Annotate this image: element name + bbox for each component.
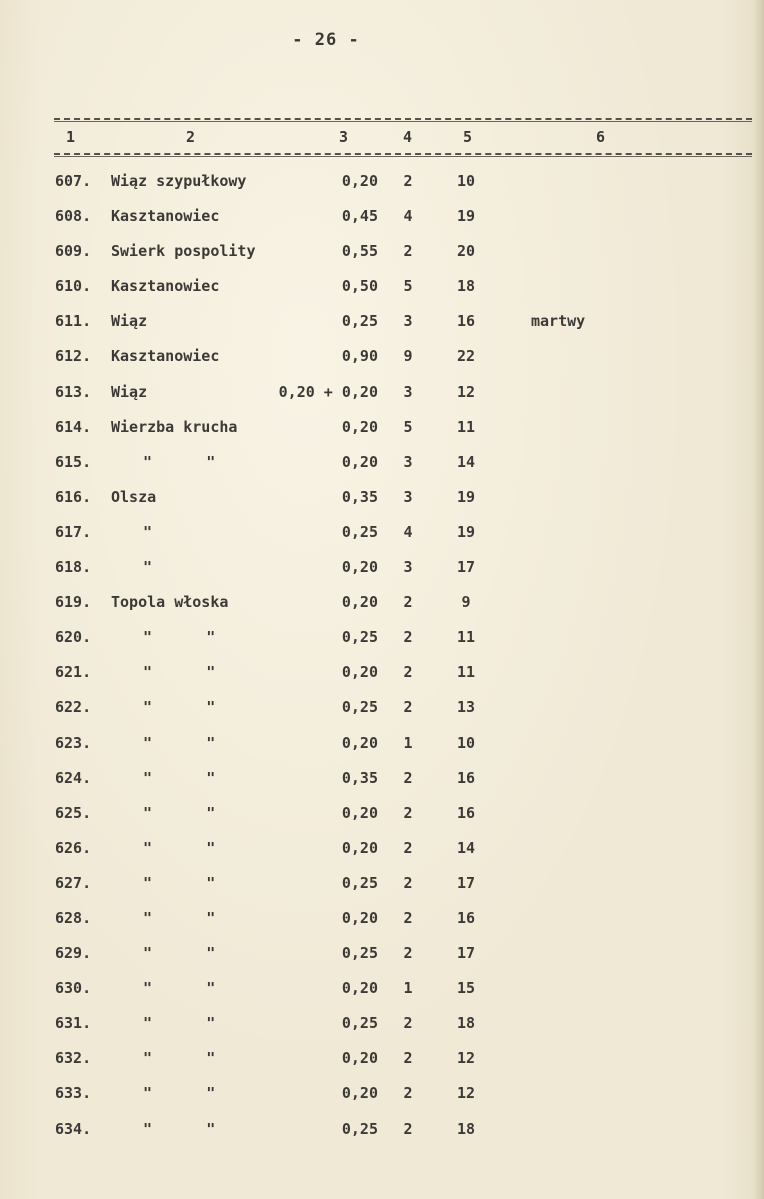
column-4-value: 2 — [403, 873, 413, 892]
ditto-marks: " " — [143, 803, 216, 822]
trunk-diameter: 0,25 — [341, 873, 378, 892]
column-4-value: 3 — [403, 558, 413, 577]
column-4-value: 2 — [403, 1014, 413, 1033]
trunk-diameter: 0,55 — [341, 242, 378, 261]
trunk-diameter: 0,45 — [341, 207, 378, 226]
row-number: 633. — [55, 1084, 92, 1103]
row-number: 631. — [55, 1014, 92, 1033]
ditto-marks: " " — [143, 452, 216, 471]
table-row — [0, 661, 764, 696]
row-number: 615. — [55, 452, 92, 471]
column-5-value: 17 — [456, 944, 476, 963]
table-top-rule — [54, 118, 752, 120]
row-number: 627. — [55, 873, 92, 892]
table-row — [0, 1047, 764, 1082]
table-row — [0, 767, 764, 802]
remark: martwy — [531, 312, 586, 331]
trunk-diameter: 0,25 — [341, 628, 378, 647]
column-5-value: 16 — [456, 312, 476, 331]
row-number: 607. — [55, 172, 92, 190]
column-4-value: 1 — [403, 733, 413, 752]
column-4-value: 3 — [403, 487, 413, 506]
table-row — [0, 591, 764, 626]
column-header-6: 6 — [596, 128, 606, 146]
column-5-value: 19 — [456, 207, 476, 226]
table-row — [0, 556, 764, 591]
ditto-marks: " " — [143, 873, 216, 892]
column-4-value: 2 — [403, 1119, 413, 1138]
species-name: Olsza — [111, 487, 157, 506]
trunk-diameter: 0,25 — [341, 1119, 378, 1138]
ditto-marks: " " — [143, 979, 216, 998]
trunk-diameter: 0,20 — [341, 1049, 378, 1068]
column-5-value: 9 — [461, 593, 471, 612]
ditto-marks: " " — [143, 628, 216, 647]
column-5-value: 17 — [456, 558, 476, 577]
column-5-value: 19 — [456, 522, 476, 541]
trunk-diameter: 0,35 — [341, 768, 378, 787]
trunk-diameter: 0,20 — [341, 1084, 378, 1103]
table-row — [0, 381, 764, 416]
column-4-value: 2 — [403, 628, 413, 647]
trunk-diameter: 0,35 — [341, 487, 378, 506]
row-number: 634. — [55, 1119, 92, 1138]
trunk-diameter: 0,25 — [341, 698, 378, 717]
row-number: 623. — [55, 733, 92, 752]
column-header-1: 1 — [66, 128, 76, 146]
column-5-value: 12 — [456, 1084, 476, 1103]
column-5-value: 11 — [456, 628, 476, 647]
column-5-value: 10 — [456, 172, 476, 190]
column-4-value: 2 — [403, 768, 413, 787]
column-4-value: 1 — [403, 979, 413, 998]
row-number: 613. — [55, 382, 92, 401]
species-name: Wiąz — [111, 382, 148, 401]
column-4-value: 2 — [403, 1049, 413, 1068]
column-4-value: 2 — [403, 663, 413, 682]
row-number: 611. — [55, 312, 92, 331]
column-5-value: 16 — [456, 803, 476, 822]
column-5-value: 18 — [456, 277, 476, 296]
ditto-marks: " " — [143, 698, 216, 717]
table-row — [0, 942, 764, 977]
table-row — [0, 1012, 764, 1047]
column-header-4: 4 — [403, 128, 413, 146]
column-4-value: 2 — [403, 698, 413, 717]
column-4-value: 5 — [403, 417, 413, 436]
column-4-value: 3 — [403, 312, 413, 331]
trunk-diameter: 0,25 — [341, 944, 378, 963]
trunk-diameter: 0,25 — [341, 312, 378, 331]
column-4-value: 2 — [403, 838, 413, 857]
table-row — [0, 1118, 764, 1153]
column-5-value: 12 — [456, 1049, 476, 1068]
table-row — [0, 205, 764, 240]
table-row — [0, 626, 764, 661]
trunk-diameter: 0,20 — [341, 803, 378, 822]
trunk-diameter: 0,20 — [341, 979, 378, 998]
trunk-diameter: 0,20 + 0,20 — [278, 382, 378, 401]
trunk-diameter: 0,20 — [341, 593, 378, 612]
column-4-value: 2 — [403, 242, 413, 261]
ditto-marks: " — [143, 522, 153, 541]
row-number: 610. — [55, 277, 92, 296]
species-name: Wiąz szypułkowy — [111, 172, 247, 190]
column-5-value: 11 — [456, 663, 476, 682]
table-row — [0, 732, 764, 767]
column-4-value: 2 — [403, 803, 413, 822]
table-row — [0, 416, 764, 451]
ditto-marks: " " — [143, 1014, 216, 1033]
trunk-diameter: 0,20 — [341, 838, 378, 857]
column-4-value: 2 — [403, 593, 413, 612]
ditto-marks: " " — [143, 663, 216, 682]
row-number: 614. — [55, 417, 92, 436]
table-top-rule-inner — [54, 121, 752, 122]
table-body — [0, 170, 764, 1153]
species-name: Kasztanowiec — [111, 277, 220, 296]
ditto-marks: " " — [143, 908, 216, 927]
column-5-value: 13 — [456, 698, 476, 717]
ditto-marks: " " — [143, 944, 216, 963]
column-5-value: 18 — [456, 1014, 476, 1033]
row-number: 621. — [55, 663, 92, 682]
table-row — [0, 275, 764, 310]
trunk-diameter: 0,25 — [341, 522, 378, 541]
row-number: 624. — [55, 768, 92, 787]
row-number: 618. — [55, 558, 92, 577]
column-4-value: 3 — [403, 452, 413, 471]
column-header-3: 3 — [339, 128, 349, 146]
column-4-value: 2 — [403, 944, 413, 963]
row-number: 608. — [55, 207, 92, 226]
row-number: 626. — [55, 838, 92, 857]
ditto-marks: " " — [143, 1119, 216, 1138]
column-4-value: 2 — [403, 908, 413, 927]
table-row — [0, 170, 764, 205]
column-4-value: 2 — [403, 1084, 413, 1103]
column-5-value: 10 — [456, 733, 476, 752]
species-name: Swierk pospolity — [111, 242, 256, 261]
trunk-diameter: 0,20 — [341, 663, 378, 682]
table-row — [0, 802, 764, 837]
column-header-2: 2 — [186, 128, 196, 146]
page-number: - 26 - — [292, 30, 360, 50]
table-row — [0, 907, 764, 942]
row-number: 612. — [55, 347, 92, 366]
trunk-diameter: 0,20 — [341, 452, 378, 471]
species-name: Kasztanowiec — [111, 207, 220, 226]
ditto-marks: " " — [143, 768, 216, 787]
table-row — [0, 1082, 764, 1117]
column-header-5: 5 — [463, 128, 473, 146]
column-5-value: 19 — [456, 487, 476, 506]
table-row — [0, 977, 764, 1012]
table-row — [0, 486, 764, 521]
column-5-value: 22 — [456, 347, 476, 366]
row-number: 620. — [55, 628, 92, 647]
table-row — [0, 696, 764, 731]
row-number: 632. — [55, 1049, 92, 1068]
ditto-marks: " — [143, 558, 153, 577]
table-row — [0, 872, 764, 907]
column-5-value: 20 — [456, 242, 476, 261]
trunk-diameter: 0,20 — [341, 172, 378, 190]
row-number: 630. — [55, 979, 92, 998]
row-number: 622. — [55, 698, 92, 717]
table-row — [0, 345, 764, 380]
species-name: Wiąz — [111, 312, 148, 331]
ditto-marks: " " — [143, 1049, 216, 1068]
table-header — [0, 128, 764, 148]
table-row — [0, 837, 764, 872]
table-row — [0, 451, 764, 486]
column-5-value: 17 — [456, 873, 476, 892]
table-header-rule-inner — [54, 156, 752, 157]
column-4-value: 2 — [403, 172, 413, 190]
trunk-diameter: 0,50 — [341, 277, 378, 296]
row-number: 616. — [55, 487, 92, 506]
column-4-value: 4 — [403, 207, 413, 226]
column-5-value: 16 — [456, 908, 476, 927]
column-5-value: 18 — [456, 1119, 476, 1138]
trunk-diameter: 0,20 — [341, 733, 378, 752]
table-row — [0, 521, 764, 556]
trunk-diameter: 0,90 — [341, 347, 378, 366]
row-number: 625. — [55, 803, 92, 822]
row-number: 619. — [55, 593, 92, 612]
ditto-marks: " " — [143, 838, 216, 857]
trunk-diameter: 0,25 — [341, 1014, 378, 1033]
trunk-diameter: 0,20 — [341, 558, 378, 577]
column-5-value: 11 — [456, 417, 476, 436]
species-name: Topola włoska — [111, 593, 229, 612]
column-5-value: 16 — [456, 768, 476, 787]
table-header-rule — [54, 153, 752, 155]
row-number: 617. — [55, 522, 92, 541]
species-name: Kasztanowiec — [111, 347, 220, 366]
column-5-value: 14 — [456, 452, 476, 471]
column-5-value: 15 — [456, 979, 476, 998]
table-row — [0, 310, 764, 345]
column-5-value: 12 — [456, 382, 476, 401]
species-name: Wierzba krucha — [111, 417, 238, 436]
ditto-marks: " " — [143, 1084, 216, 1103]
trunk-diameter: 0,20 — [341, 908, 378, 927]
table-row — [0, 240, 764, 275]
column-4-value: 3 — [403, 382, 413, 401]
trunk-diameter: 0,20 — [341, 417, 378, 436]
row-number: 609. — [55, 242, 92, 261]
column-4-value: 5 — [403, 277, 413, 296]
ditto-marks: " " — [143, 733, 216, 752]
row-number: 629. — [55, 944, 92, 963]
row-number: 628. — [55, 908, 92, 927]
column-4-value: 9 — [403, 347, 413, 366]
column-4-value: 4 — [403, 522, 413, 541]
column-5-value: 14 — [456, 838, 476, 857]
